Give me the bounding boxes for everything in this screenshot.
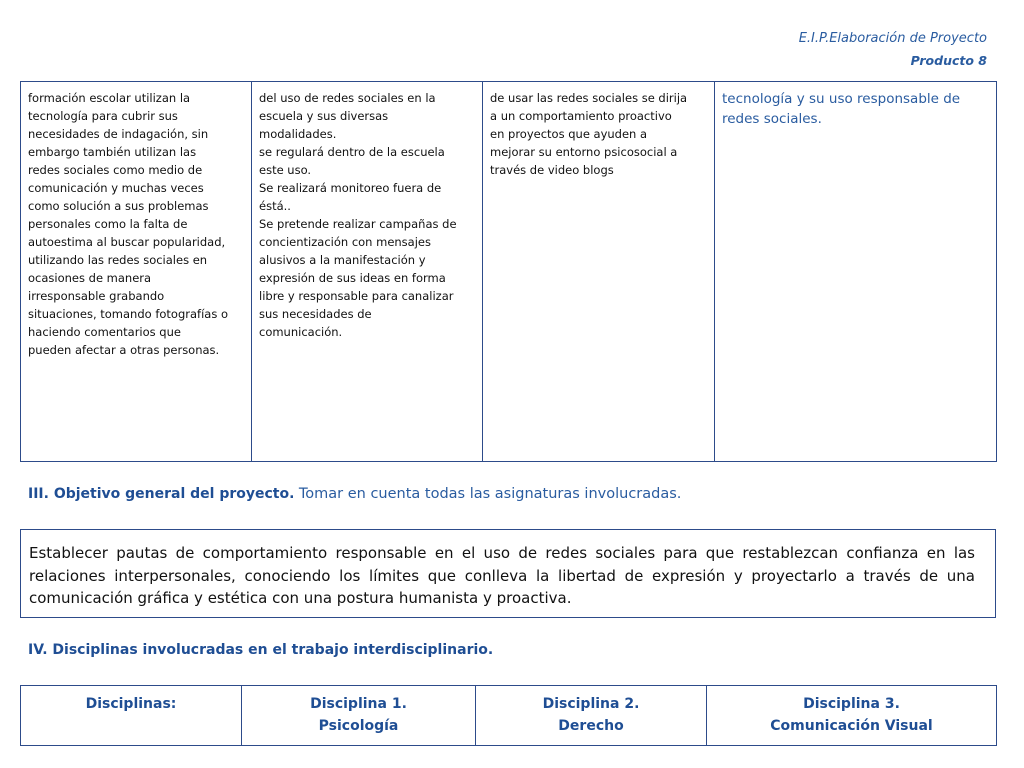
cell-text: de usar las redes sociales se dirija a un comportamiento proactivo en proyectos que ayuden a mejorar su entorno psicosocial a través de video blogs	[490, 91, 688, 177]
discipline-label: Disciplina 3.	[803, 696, 900, 712]
table-cell	[21, 82, 252, 462]
table-row	[21, 686, 997, 746]
section-note: Tomar en cuenta todas las asignaturas involucradas.	[298, 486, 682, 502]
cell-text: tecnología y su uso responsable de redes sociales.	[722, 91, 961, 127]
disciplines-header: Disciplinas:	[85, 696, 177, 712]
section-heading-objective	[28, 486, 681, 502]
discipline-cell	[242, 686, 476, 746]
table-cell	[252, 82, 483, 462]
discipline-name: Derecho	[558, 718, 624, 734]
discipline-name: Comunicación Visual	[770, 718, 933, 734]
disciplines-header-cell	[21, 686, 242, 746]
objective-text: Establecer pautas de comportamiento responsable en el uso de redes sociales para que restablezcan confianza en las relaciones interpersonales, conociendo los límites que conlleva la libertad de expresión y proyectarlo a través de una comunicación gráfica y estética con una postura humanista y proactiva.	[29, 544, 975, 607]
table-cell	[715, 82, 997, 462]
discipline-name: Psicología	[318, 718, 399, 734]
discipline-cell	[707, 686, 997, 746]
cell-text: del uso de redes sociales en la escuela y sus diversas modalidades. se regulará dentro de la escuela este uso. Se realizará monitoreo fuera de éstá.. Se pretende realizar campañas de concientización con mensajes alusivos a la manifestación y expresión de sus ideas en forma libre y responsable para canalizar sus necesidades de comunicación.	[259, 91, 457, 339]
section-title: IV. Disciplinas involucradas en el trabajo interdisciplinario.	[28, 642, 494, 658]
cell-text: formación escolar utilizan la tecnología para cubrir sus necesidades de indagación, sin embargo también utilizan las redes sociales como medio de comunicación y muchas veces como solución a sus problemas personales como la falta de autoestima al buscar popularidad, utilizando las redes sociales en ocasiones de manera irresponsable grabando situaciones, tomando fotografías o haciendo comentarios que pueden afectar a otras personas.	[28, 91, 229, 357]
project-details-table	[20, 81, 997, 462]
document-header-product: Producto 8	[910, 53, 987, 68]
section-title: III. Objetivo general del proyecto.	[28, 486, 295, 502]
section-heading-disciplines	[28, 642, 493, 658]
discipline-cell	[476, 686, 707, 746]
table-cell	[483, 82, 715, 462]
objective-box	[20, 529, 996, 618]
discipline-label: Disciplina 2.	[542, 696, 640, 712]
discipline-label: Disciplina 1.	[310, 696, 407, 712]
disciplines-table	[20, 685, 997, 746]
table-row	[21, 82, 997, 462]
document-header-project: E.I.P.Elaboración de Proyecto	[798, 31, 987, 46]
